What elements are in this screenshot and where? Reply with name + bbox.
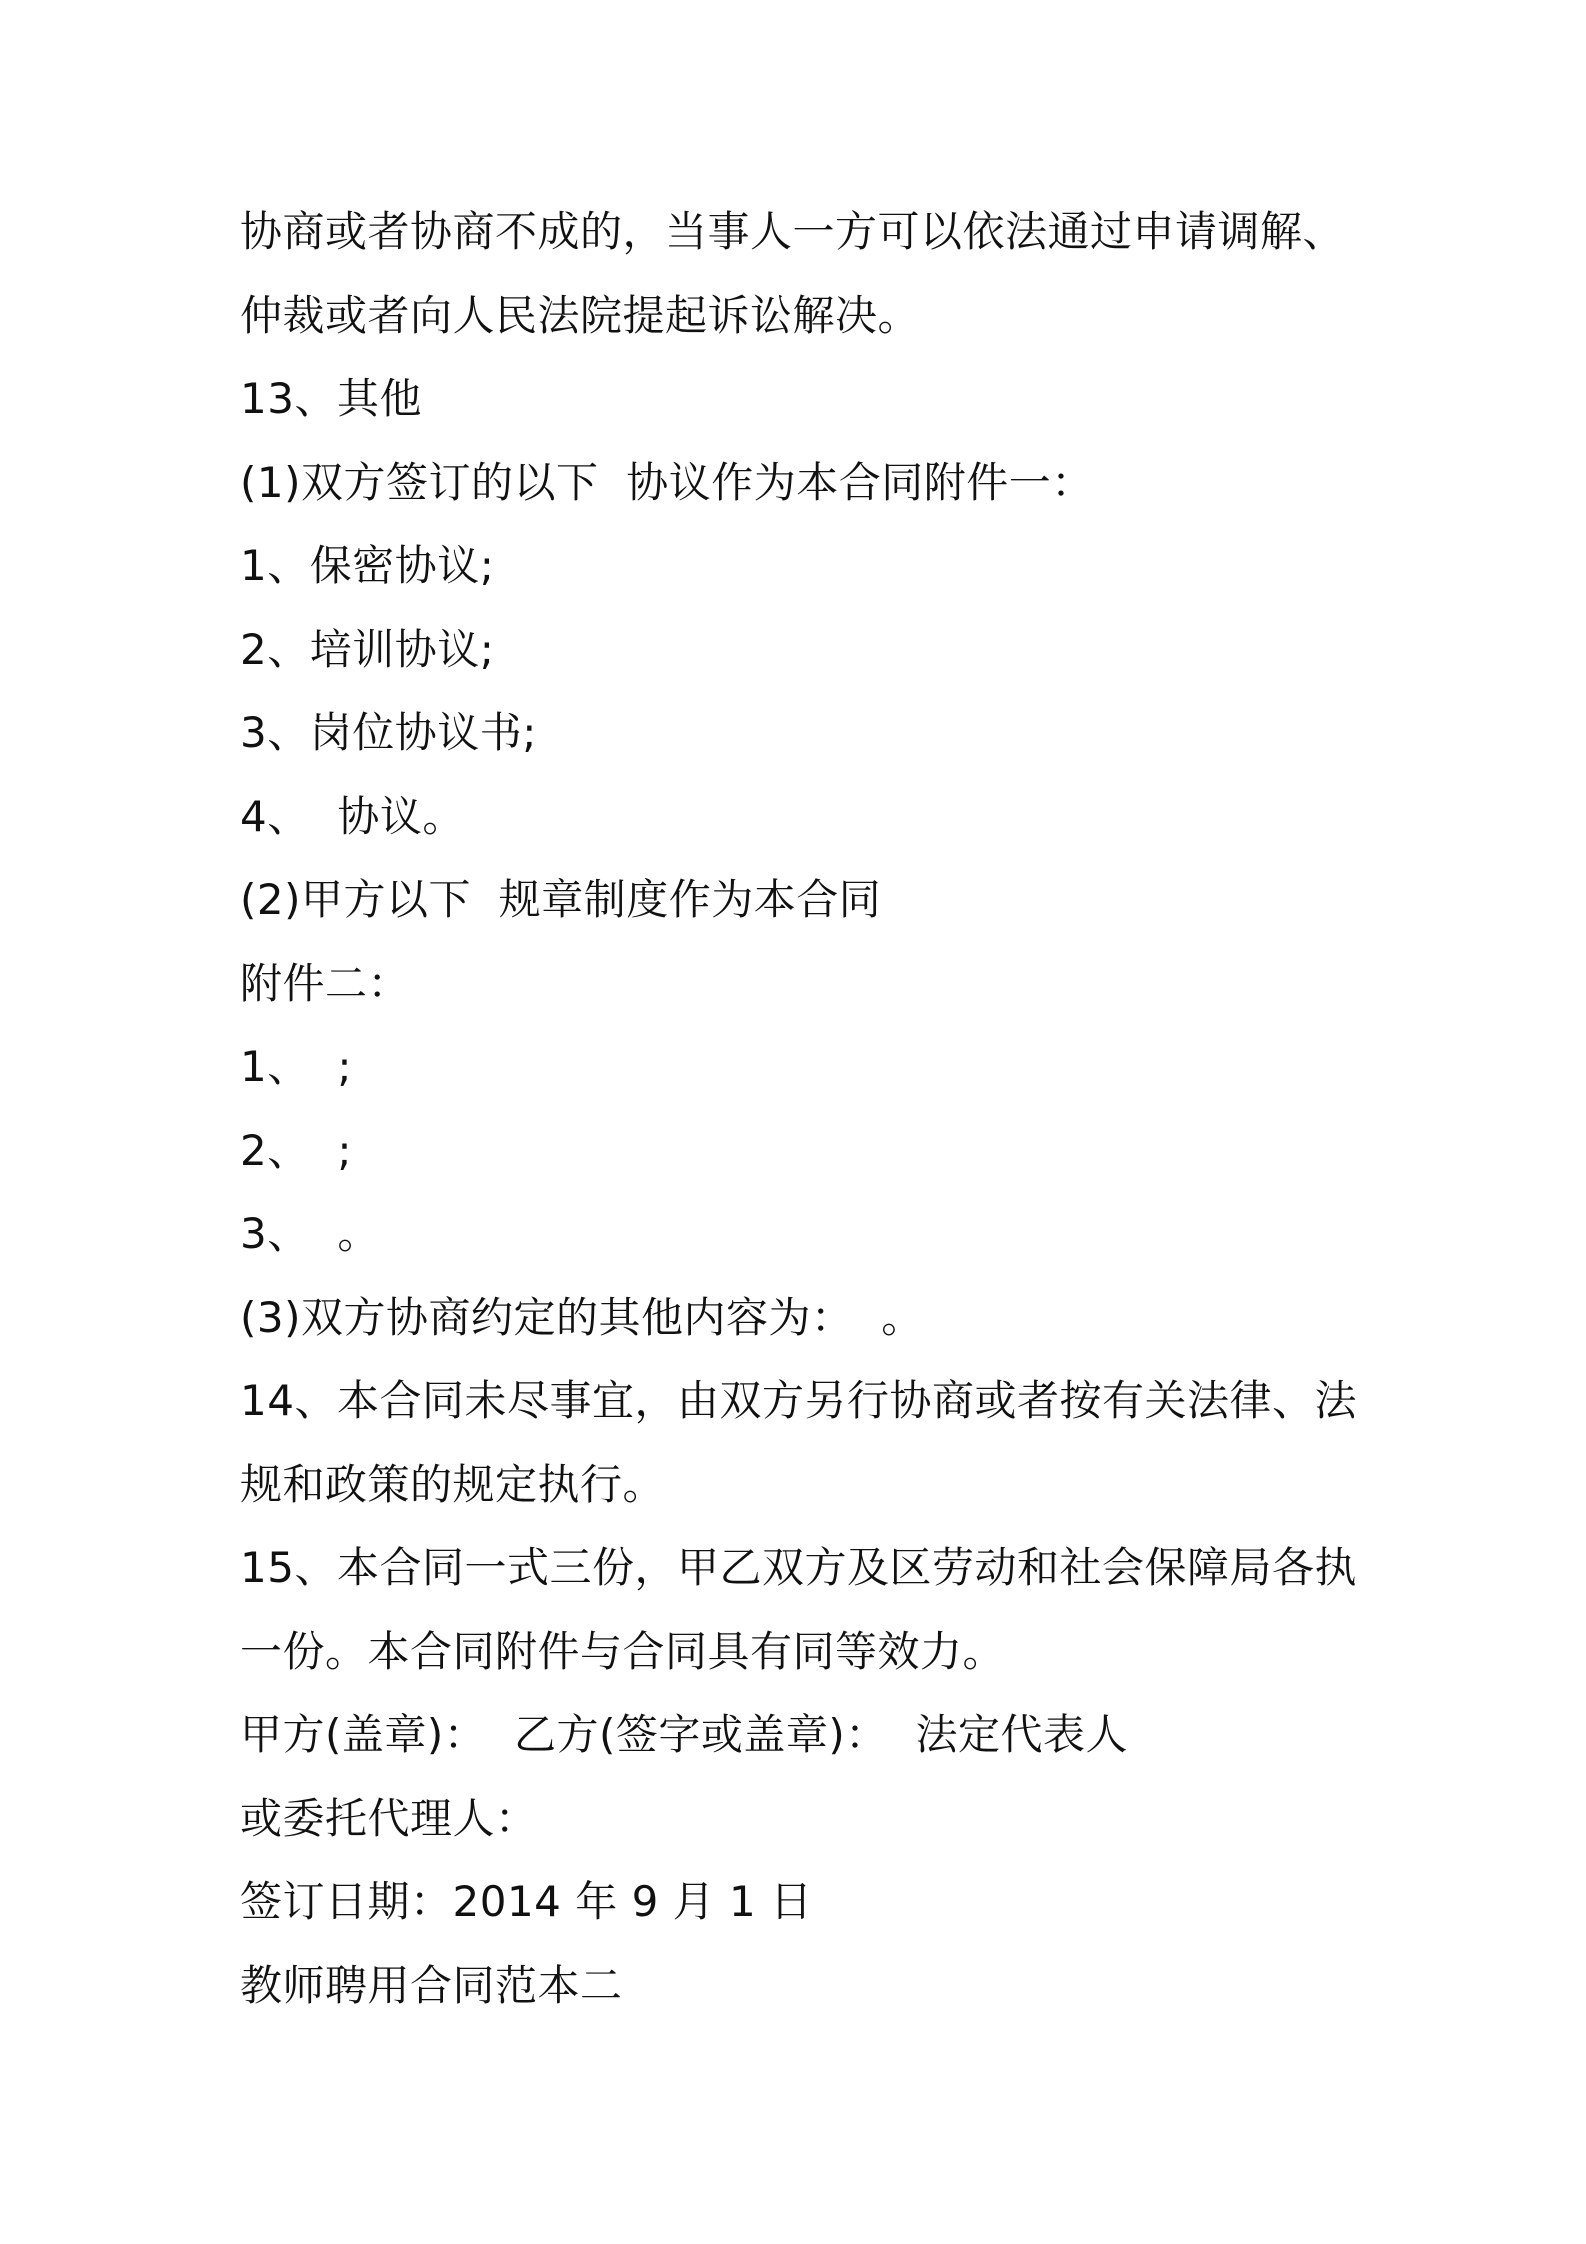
list-item: 3、岗位协议书; xyxy=(240,708,537,757)
text-line: (2)甲方以下 规章制度作为本合同 xyxy=(240,875,882,924)
list-item: 2、培训协议; xyxy=(240,624,495,674)
text-line: 协商或者协商不成的，当事人一方可以依法通过申请调解、 xyxy=(240,207,1346,256)
list-item: 1、保密协议; xyxy=(240,541,495,590)
signature-line: 或委托代理人： xyxy=(240,1793,538,1843)
list-item: 2、 ; xyxy=(240,1125,353,1175)
document-title: 教师聘用合同范本二 xyxy=(240,1960,623,2010)
text-line: 15、本合同一式三份，甲乙双方及区劳动和社会保障局各执 xyxy=(240,1543,1357,1592)
list-item: 4、 协议。 xyxy=(240,791,465,841)
text-line: (3)双方协商约定的其他内容为： 。 xyxy=(240,1292,924,1342)
text-line: 14、本合同未尽事宜，由双方另行协商或者按有关法律、法 xyxy=(240,1376,1357,1425)
text-line: (1)双方签订的以下 协议作为本合同附件一： xyxy=(240,457,1094,507)
text-line: 仲裁或者向人民法院提起诉讼解决。 xyxy=(240,290,921,340)
list-item: 1、 ; xyxy=(240,1042,353,1091)
list-item: 3、 。 xyxy=(240,1209,380,1258)
section-heading: 13、其他 xyxy=(240,374,422,423)
text-line: 规和政策的规定执行。 xyxy=(240,1459,666,1509)
text-line: 附件二： xyxy=(240,958,411,1008)
signing-date: 签订日期：2014 年 9 月 1 日 xyxy=(240,1877,813,1926)
signature-line: 甲方(盖章)： 乙方(签字或盖章)： 法定代表人 xyxy=(240,1710,1128,1759)
document-body xyxy=(240,190,1370,2027)
text-line: 一份。本合同附件与合同具有同等效力。 xyxy=(240,1626,1006,1676)
